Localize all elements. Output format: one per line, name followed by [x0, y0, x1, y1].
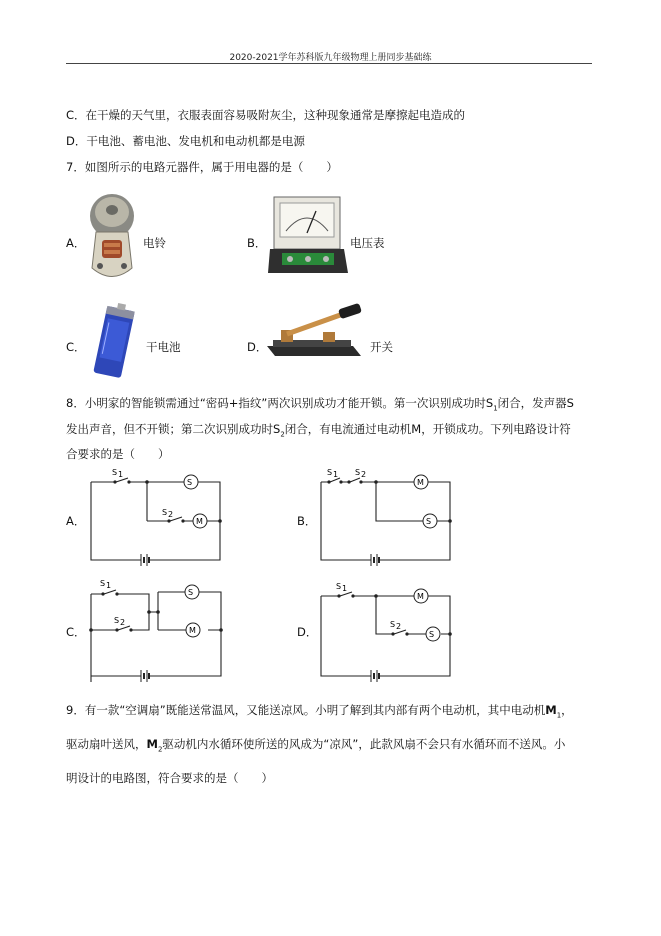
circuit-a-diagram — [86, 466, 226, 566]
q8-option-b-letter: B． — [297, 514, 317, 528]
q7-option-a-name: 电铃 — [143, 236, 166, 250]
q7-option-d-name: 开关 — [370, 340, 393, 354]
q7-option-d-letter: D． — [247, 340, 268, 354]
svg-text:1: 1 — [333, 470, 339, 479]
svg-text:2: 2 — [396, 622, 402, 631]
circuit-d-symbol-s: S — [429, 630, 435, 639]
circuit-c-symbol-m: M — [189, 626, 196, 635]
circuit-a-symbol-m: M — [196, 517, 203, 526]
q7-option-b-letter: B． — [247, 236, 267, 250]
q7-stem: 7．如图所示的电路元器件，属于用电器的是（ ） — [66, 160, 338, 174]
circuit-b-label-s1: S — [327, 468, 333, 477]
circuit-c-diagram — [86, 578, 231, 682]
q6-option-d: D．干电池、蓄电池、发电机和电动机都是电源 — [66, 134, 305, 148]
svg-text:1: 1 — [118, 470, 124, 479]
circuit-d-label-s2: S — [390, 620, 396, 629]
q7-option-c-name: 干电池 — [146, 340, 181, 354]
q8-option-d-letter: D． — [297, 625, 318, 639]
q8-stem-line2: 发出声音，但不开锁；第二次识别成功时$S_2$闭合，有电流通过电动机M，开锁成功。下列电路设计符 — [66, 422, 571, 439]
circuit-b-symbol-s: S — [426, 517, 432, 526]
circuit-c-label-s2: S — [114, 616, 120, 625]
q8-stem-line1: 8．小明家的智能锁需通过“密码+指纹”两次识别成功才能开锁。第一次识别成功时$S_1$闭合，发声器S — [66, 396, 574, 413]
q8-option-c-letter: C． — [66, 625, 86, 639]
q9-stem-line1: 9．有一款“空调扇”既能送常温风，又能送凉风。小明了解到其内部有两个电动机，其中电动机$M_1$， — [66, 703, 573, 720]
electric-bell-icon — [84, 190, 140, 288]
circuit-c-label-s1: S — [100, 579, 106, 588]
q9-stem-line2: 驱动扇叶送风，$M_2$驱动机内水循环使所送的风成为“凉风”，此款风扇不会只有水循环而不送风。小 — [66, 737, 566, 754]
q7-option-a-letter: A． — [66, 236, 86, 250]
header-rule — [66, 63, 592, 64]
q9-stem-line3: 明设计的电路图，符合要求的是（ ） — [66, 771, 273, 785]
svg-text:2: 2 — [361, 470, 367, 479]
svg-text:2: 2 — [120, 618, 126, 627]
circuit-d-symbol-m: M — [417, 592, 424, 601]
q8-option-a-letter: A． — [66, 514, 86, 528]
dry-battery-icon — [88, 302, 140, 382]
voltmeter-icon — [268, 195, 350, 277]
circuit-c-symbol-s: S — [188, 588, 194, 597]
page-header: 2020-2021学年苏科版九年级物理上册同步基础练 — [229, 53, 432, 63]
q6-option-c: C．在干燥的天气里，衣服表面容易吸附灰尘，这种现象通常是摩擦起电造成的 — [66, 108, 466, 122]
knife-switch-icon — [265, 302, 367, 364]
q8-stem-line3: 合要求的是（ ） — [66, 447, 170, 461]
circuit-d-label-s1: S — [336, 582, 342, 591]
svg-text:1: 1 — [342, 584, 348, 593]
svg-text:2: 2 — [168, 510, 174, 519]
circuit-a-label-s2: S — [162, 508, 168, 517]
circuit-a-label-s1: S — [112, 468, 118, 477]
svg-text:1: 1 — [106, 581, 112, 590]
circuit-b-diagram — [316, 466, 456, 566]
circuit-b-symbol-m: M — [417, 478, 424, 487]
circuit-b-label-s2: S — [355, 468, 361, 477]
circuit-a-symbol-s: S — [187, 478, 193, 487]
circuit-d-diagram — [316, 578, 456, 682]
q7-option-c-letter: C． — [66, 340, 86, 354]
q7-option-b-name: 电压表 — [350, 236, 385, 250]
